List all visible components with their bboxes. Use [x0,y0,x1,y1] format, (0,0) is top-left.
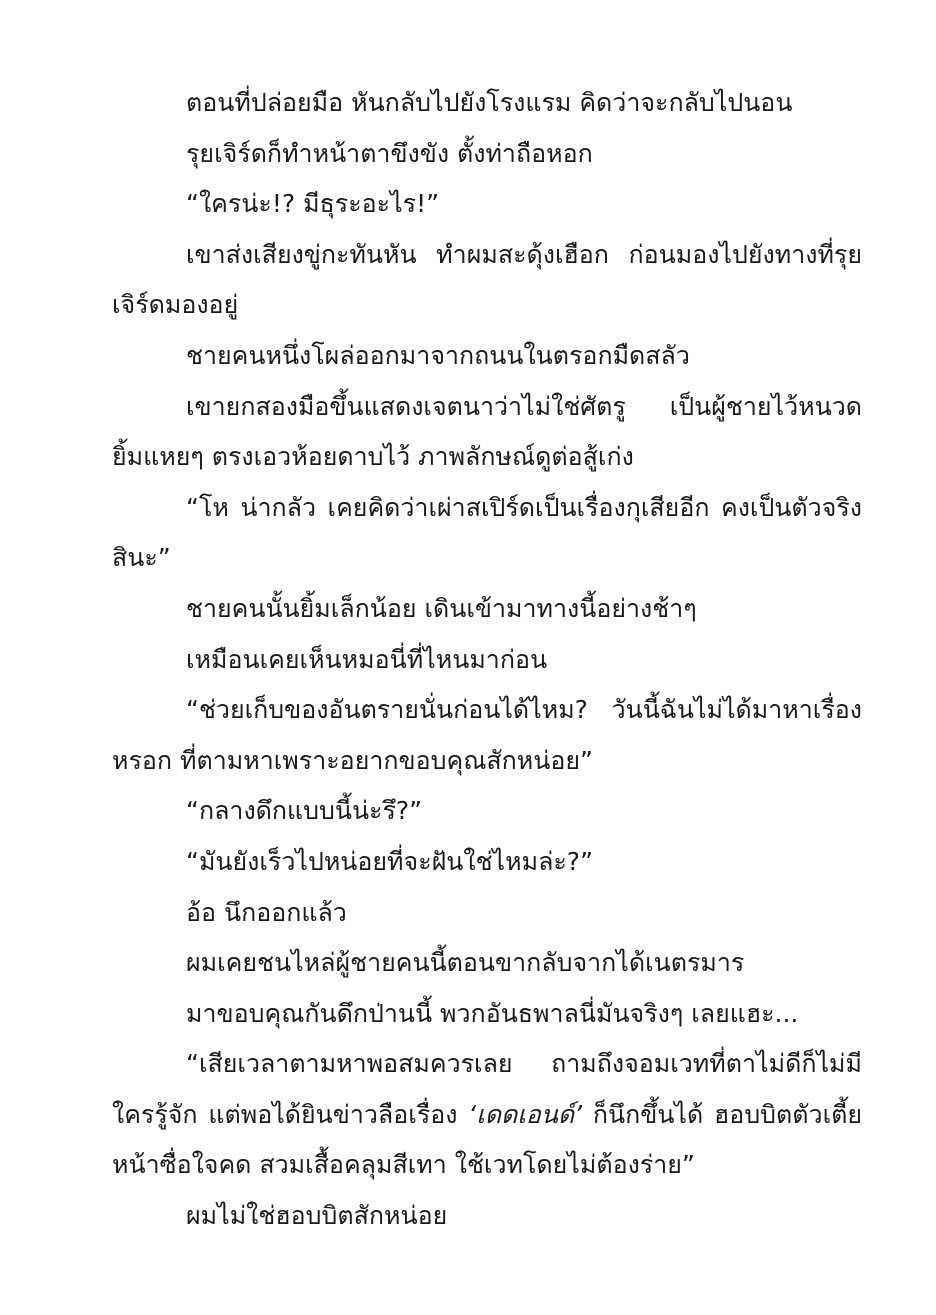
paragraph: มาขอบคุณกันดึกป่านนี้ พวกอันธพาลนี่มันจริงๆ เลยแฮะ... [186,998,799,1028]
paragraph: อ้อ นึกออกแล้ว [186,897,347,927]
paragraph: ผมไม่ใช่ฮอบบิตสักหน่อย [186,1201,448,1231]
paragraph: “ใครน่ะ!? มีธุระอะไร!” [186,189,440,219]
paragraph: “มันยังเร็วไปหน่อยที่จะฝันใช่ไหมล่ะ?” [186,846,594,876]
paragraph-with-italic [112,1039,862,1191]
paragraph: ตอนที่ปล่อยมือ หันกลับไปยังโรงแรม คิดว่าจะกลับไปนอน [186,88,793,117]
paragraph-tail: ก็นึกขึ้นได้ ฮอบบิตตัวเตี้ยหน้าซื่อใจคด สวมเสื้อคลุมสีเทา ใช้เวทโดยไม่ต้องร่าย” [112,1099,862,1180]
paragraph: เหมือนเคยเห็นหมอนี่ที่ไหนมาก่อน [186,644,548,674]
paragraph: ชายคนหนึ่งโผล่ออกมาจากถนนในตรอกมืดสลัว [186,340,690,370]
paragraph: รุยเจิร์ดก็ทำหน้าตาขึงขัง ตั้งท่าถือหอก [186,138,593,168]
paragraph: เขายกสองมือขึ้นแสดงเจตนาว่าไม่ใช่ศัตรู เป็นผู้ชายไว้หนวด ยิ้มแหยๆ ตรงเอวห้อยดาบไว้ ภาพลักษณ์ดูต่อสู้เก่ง [112,391,862,472]
paragraph: ผมเคยชนไหล่ผู้ชายคนนี้ตอนขากลับจากได้เนตรมาร [186,948,745,978]
paragraph: เขาส่งเสียงขู่กะทันหัน ทำผมสะดุ้งเฮือก ก่อนมองไปยังทางที่รุยเจิร์ดมองอยู่ [112,239,862,320]
italic-term: ‘เดดเอนด์’ [468,1099,583,1129]
paragraph: ชายคนนั้นยิ้มเล็กน้อย เดินเข้ามาทางนี้อย่างช้าๆ [186,593,697,623]
paragraph: “กลางดึกแบบนี้น่ะรึ?” [186,796,423,826]
paragraph-lead: “เสียเวลาตามหาพอสมควรเลย ถามถึงจอมเวทที่ตาไม่ดีก็ไม่มีใครรู้จัก แต่พอได้ยินข่าวลือเรื่อง [112,1049,862,1129]
body-text [112,78,862,1242]
paragraph: “โห น่ากลัว เคยคิดว่าเผ่าสเปิร์ดเป็นเรื่องกุเสียอีก คงเป็นตัวจริงสินะ” [112,492,862,573]
paragraph: “ช่วยเก็บของอันตรายนั่นก่อนได้ไหม? วันนี้ฉันไม่ได้มาหาเรื่องหรอก ที่ตามหาเพราะอยากขอบคุณสักหน่อย” [112,695,862,775]
